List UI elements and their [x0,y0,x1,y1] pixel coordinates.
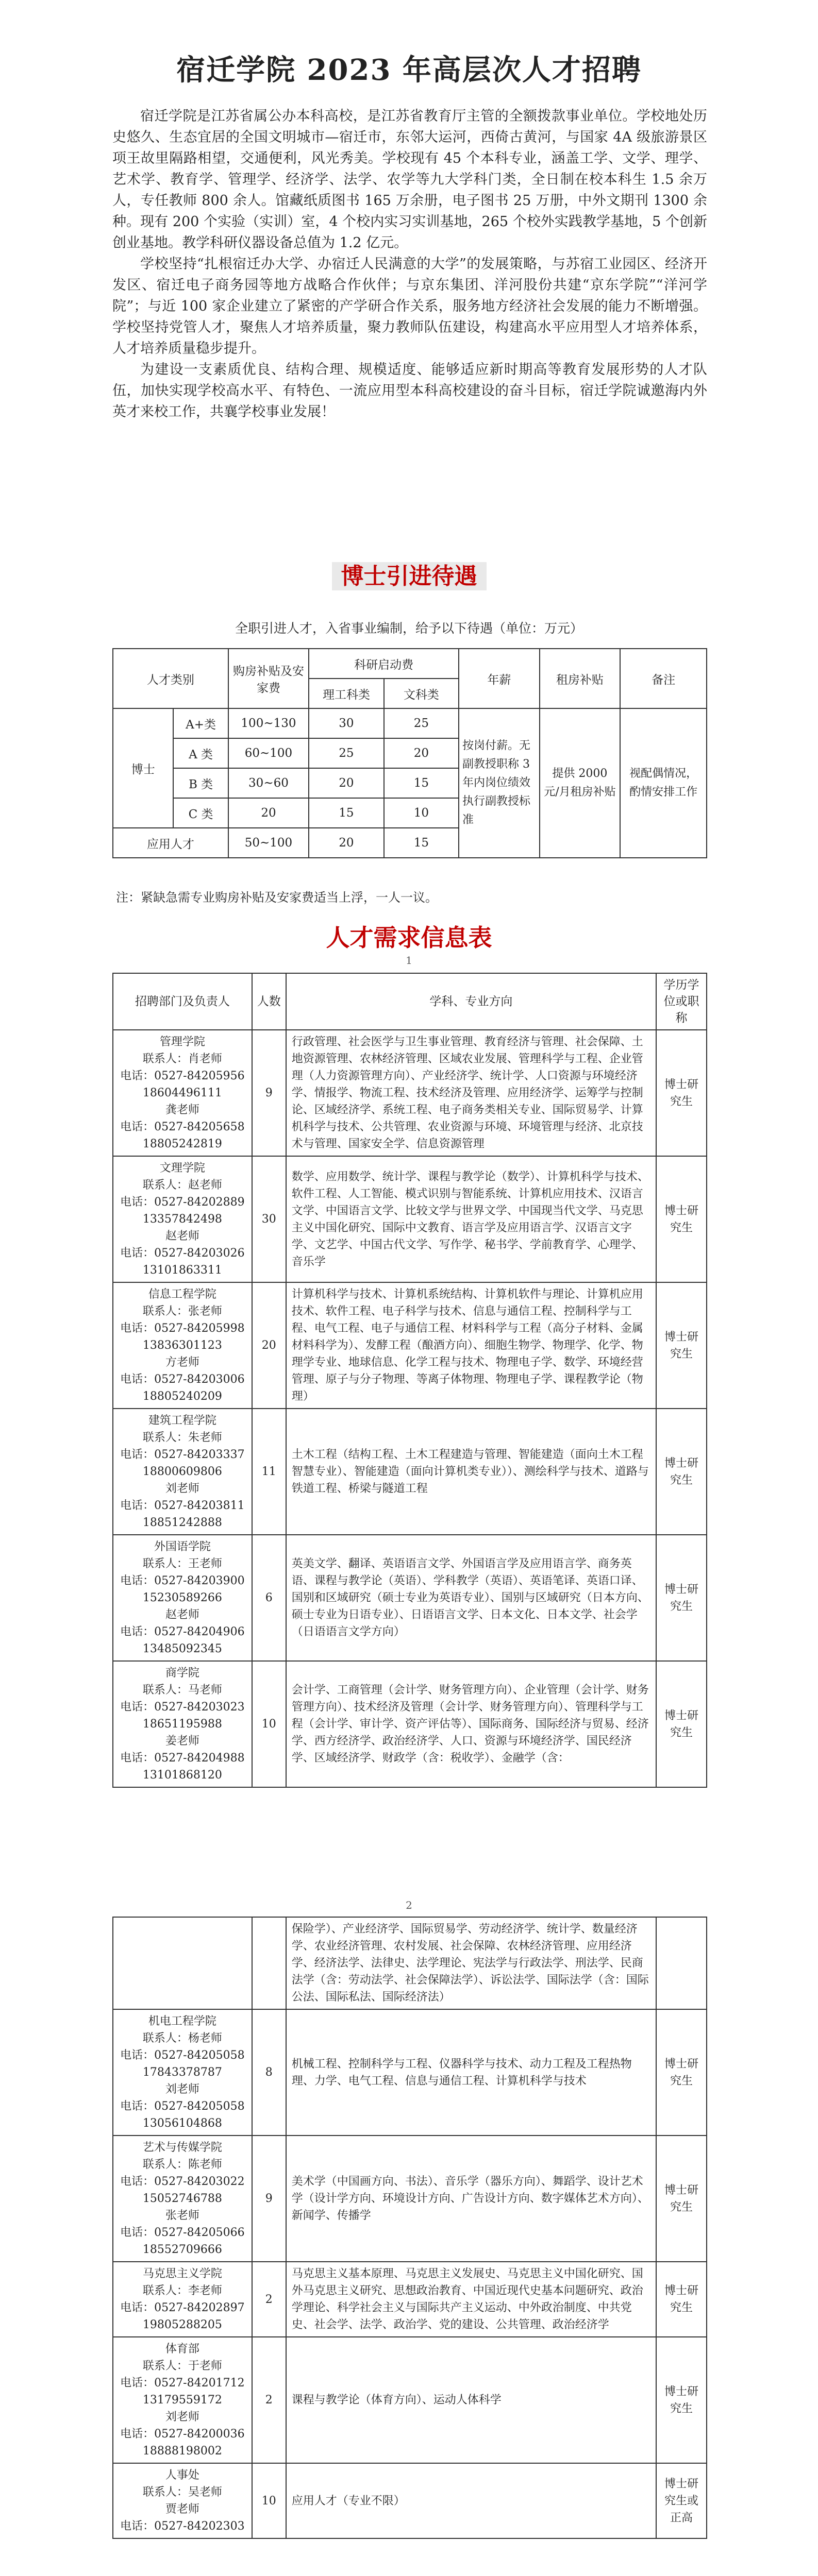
dept-line: 电话：0527-84205956 [120,1070,245,1082]
dept-line: 刘老师 [165,1482,199,1495]
dept-line: 电话：0527-84202303 [120,2520,245,2533]
dept-line: 贾老师 [165,2503,199,2516]
major-cell: 应用人才（专业不限） [286,2463,656,2538]
table-row [113,1282,707,1409]
dept-line: 电话：0527-84201712 [120,2377,245,2389]
th-major: 学科、专业方向 [286,973,656,1030]
grade-cell: A 类 [173,738,228,768]
th-degree: 学历学位或职称 [656,973,707,1030]
dept-line: 联系人：张老师 [142,1305,222,1318]
dept-line: 联系人：肖老师 [142,1053,222,1065]
degree-cell: 博士研究生 [656,1030,707,1156]
applied-label: 应用人才 [113,828,228,858]
dept-line: 15230589266 [142,1591,222,1604]
th-salary: 年薪 [459,649,540,708]
dept-line: 电话：0527-84205058 [120,2100,245,2113]
dept-line: 15052746788 [142,2192,222,2205]
science-cell: 15 [309,798,383,828]
count-cell: 9 [252,1030,286,1156]
dept-line: 联系人：杨老师 [142,2032,222,2045]
dept-cell [113,2009,252,2136]
major-cell: 数学、应用数学、统计学、课程与教学论（数学）、计算机科学与技术、软件工程、人工智能、模式识别与智能系统、计算机应用技术、汉语言文学、中国语言文学、比较文学与世界文学、中国现当代文学、马克思主义中国化研究、国际中文教育、语言学及应用语言学、汉语言文字学、文艺学、中国古代文学、写作学、秘书学、学前教育学、心理学、音乐学 [286,1156,656,1282]
count-cell: 6 [252,1535,286,1661]
benefit-heading: 博士引进待遇 [0,557,818,590]
dept-line: 人事处 [165,2469,199,2482]
dept-line: 体育部 [165,2343,199,2355]
table-row [113,1661,707,1787]
dept-line: 刘老师 [165,2083,199,2096]
dept-line: 13836301123 [142,1339,222,1352]
dept-line: 电话：0527-84203023 [120,1701,245,1714]
dept-line: 信息工程学院 [148,1288,216,1301]
dept-line: 电话：0527-84205998 [120,1322,245,1335]
dept-line: 19805288205 [142,2318,222,2331]
grade-cell: B 类 [173,768,228,798]
dept-line: 建筑工程学院 [148,1414,216,1427]
dept-line: 电话：0527-84205058 [120,2049,245,2062]
dept-line: 13101868120 [142,1769,222,1782]
dept-line: 赵老师 [165,1230,199,1243]
dept-line: 电话：0527-84203337 [120,1448,245,1461]
dept-line: 电话：0527-84203006 [120,1373,245,1386]
dept-cell [113,1282,252,1409]
dept-line: 马克思主义学院 [142,2267,222,2280]
dept-cell [113,1409,252,1535]
dept-line: 电话：0527-84205658 [120,1121,245,1133]
dept-line: 电话：0527-84202897 [120,2301,245,2314]
major-cell: 行政管理、社会医学与卫生事业管理、教育经济与管理、社会保障、土地资源管理、农林经济管理、区域农业发展、管理科学与工程、企业管理（人力资源管理方向）、产业经济学、统计学、人口资源与环境经济学、情报学、物流工程、技术经济及管理、应用经济学、运筹学与控制论、区域经济学、系统工程、电子商务类相关专业、国际贸易学、计算机科学与技术、公共管理、农业资源与环境、环境管理与经济、北京技术与管理、国家安全学、信息资源管理 [286,1030,656,1156]
dept-line: 13179559172 [142,2394,222,2406]
table-row [113,2337,707,2463]
table-row [113,1156,707,1282]
dept-line: 18800609806 [142,1465,222,1478]
dept-cell [113,2463,252,2538]
major-cell: 会计学、工商管理（会计学、财务管理方向）、企业管理（会计学、财务管理方向）、技术经济及管理（会计学、财务管理方向）、管理科学与工程（会计学、审计学、资产评估等）、国际商务、国际经济与贸易、经济学、西方经济学、政治经济学、人口、资源与环境经济学、国民经济学、区域经济学、财政学（含：税收学）、金融学（含： [286,1661,656,1787]
dept-line: 18888198002 [142,2445,222,2458]
page-title: 宿迁学院 2023 年高层次人才招聘 [176,53,642,87]
dept-line: 18604496111 [142,1087,222,1099]
degree-cell: 博士研究生 [656,1409,707,1535]
count-cell: 9 [252,2136,286,2262]
dept-line: 电话：0527-84202889 [120,1196,245,1209]
benefit-subtitle: 全职引进人才，入省事业编制，给予以下待遇（单位：万元） [235,621,583,636]
count-cell: 10 [252,2463,286,2538]
count-cell: 2 [252,2337,286,2463]
table-row [113,1409,707,1535]
table-row [113,1535,707,1661]
dept-line: 电话：0527-84204988 [120,1752,245,1765]
dept-line: 18851242888 [142,1516,222,1529]
intro-text [112,106,707,422]
arts-cell: 10 [384,798,459,828]
dept-line: 电话：0527-84203026 [120,1247,245,1260]
dept-line: 文理学院 [159,1162,205,1175]
arts-cell: 20 [384,738,459,768]
demand-table-page1 [112,973,707,1788]
dept-line: 18805242819 [142,1138,222,1150]
th-dept: 招聘部门及负责人 [113,973,252,1030]
dept-cell [113,1156,252,1282]
grade-cell: A+类 [173,708,228,738]
degree-cell: 博士研究生 [656,2262,707,2337]
science-cell: 25 [309,738,383,768]
housing-cell: 50~100 [228,828,309,858]
doctor-label: 博士 [113,708,173,828]
degree-cell: 博士研究生 [656,1156,707,1282]
count-cell [252,1917,286,2009]
count-cell: 8 [252,2009,286,2136]
degree-cell: 博士研究生 [656,1282,707,1409]
dept-line: 龚老师 [165,1104,199,1116]
th-category: 人才类别 [113,649,228,708]
dept-line: 18651195988 [142,1718,222,1731]
dept-cell [113,1661,252,1787]
housing-cell: 30~60 [228,768,309,798]
degree-cell: 博士研究生 [656,2337,707,2463]
table-row [113,1917,707,2009]
dept-line: 电话：0527-84203900 [120,1574,245,1587]
table-row [113,2463,707,2538]
dept-line: 18552709666 [142,2243,222,2256]
table-row [113,2009,707,2136]
dept-line: 机电工程学院 [148,2015,216,2028]
th-arts: 文科类 [384,679,459,708]
th-rent: 租房补贴 [540,649,621,708]
count-cell: 11 [252,1409,286,1535]
major-cell: 美术学（中国画方向、书法）、音乐学（器乐方向）、舞蹈学、设计艺术学（设计学方向、环境设计方向、广告设计方向、数字媒体艺术方向）、新闻学、传播学 [286,2136,656,2262]
major-cell: 土木工程（结构工程、土木工程建造与管理、智能建造（面向土木工程智慧专业）、智能建造（面向计算机类专业））、测绘科学与技术、道路与铁道工程、桥梁与隧道工程 [286,1409,656,1535]
dept-line: 联系人：陈老师 [142,2158,222,2171]
arts-cell: 15 [384,828,459,858]
major-cell: 英美文学、翻译、英语语言文学、外国语言学及应用语言学、商务英语、课程与教学论（英语）、学科教学（英语）、英语笔译、英语口译、国别和区域研究（硕士专业为英语专业）、国别与区域研究（日本方向、硕士专业为日语专业）、日语语言文学、日本文化、日本文学、社会学（日语语言文学方向） [286,1535,656,1661]
dept-line: 电话：0527-84203022 [120,2175,245,2188]
dept-line: 联系人：李老师 [142,2284,222,2297]
arts-cell: 25 [384,708,459,738]
dept-line: 13485092345 [142,1642,222,1655]
table-row [113,1030,707,1156]
table-row [113,2136,707,2262]
dept-line: 张老师 [165,2209,199,2222]
demand-heading: 人才需求信息表 [326,924,492,952]
science-cell: 20 [309,828,383,858]
count-cell: 2 [252,2262,286,2337]
th-note: 备注 [620,649,707,708]
dept-line: 艺术与传媒学院 [142,2141,222,2154]
dept-line: 电话：0527-84203811 [120,1499,245,1512]
th-count: 人数 [252,973,286,1030]
intro-paragraph: 为建设一支素质优良、结构合理、规模适度、能够适应新时期高等教育发展形势的人才队伍，加快实现学校高水平、有特色、一流应用型本科高校建设的奋斗目标，宿迁学院诚邀海内外英才来校工作，共襄学校事业发展！ [112,362,707,420]
dept-line: 电话：0527-84204906 [120,1625,245,1638]
dept-cell [113,2136,252,2262]
dept-line: 赵老师 [165,1608,199,1621]
th-science: 理工科类 [309,679,383,708]
dept-line: 刘老师 [165,2411,199,2424]
major-cell: 保险学）、产业经济学、国际贸易学、劳动经济学、统计学、数量经济学、农业经济管理、农村发展、社会保障、农林经济管理、应用经济学、经济法学、法律史、法学理论、宪法学与行政法学、刑法学、民商法学（含：劳动法学、社会保障法学）、诉讼法学、国际法学（含：国际公法、国际私法、国际经济法） [286,1917,656,2009]
housing-cell: 20 [228,798,309,828]
major-cell: 机械工程、控制科学与工程、仪器科学与技术、动力工程及工程热物理、力学、电气工程、信息与通信工程、计算机科学与技术 [286,2009,656,2136]
degree-cell: 博士研究生或正高 [656,2463,707,2538]
dept-line: 商学院 [165,1667,199,1680]
count-cell: 20 [252,1282,286,1409]
dept-line: 13357842498 [142,1213,222,1226]
dept-line: 联系人：赵老师 [142,1179,222,1192]
note-text: 视配偶情况，酌情安排工作 [620,708,707,858]
dept-cell [113,2337,252,2463]
grade-cell: C 类 [173,798,228,828]
degree-cell: 博士研究生 [656,2136,707,2262]
dept-line: 联系人：朱老师 [142,1431,222,1444]
salary-text: 按岗付薪。无副教授职称 3 年内岗位绩效执行副教授标准 [459,708,540,858]
dept-line: 联系人：王老师 [142,1557,222,1570]
benefit-footnote: 注：紧缺急需专业购房补贴及安家费适当上浮，一人一议。 [116,890,438,905]
dept-cell [113,1535,252,1661]
dept-line: 方老师 [165,1356,199,1369]
housing-cell: 60~100 [228,738,309,768]
dept-cell [113,1917,252,2009]
page-number: 2 [406,1899,412,1911]
dept-cell [113,2262,252,2337]
dept-line: 13101863311 [142,1264,222,1277]
degree-cell: 博士研究生 [656,2009,707,2136]
major-cell: 计算机科学与技术、计算机系统结构、计算机软件与理论、计算机应用技术、软件工程、电子科学与技术、信息与通信工程、控制科学与工程、电气工程、电子与通信工程、材料科学与工程（高分子材料、金属材料科学为）、发酵工程（酿酒方向）、细胞生物学、物理学、化学、物理学专业、地球信息、化学工程与技术、物理电子学、数学、环境经营管理、原子与分子物理、等离子体物理、物理电子学、课程教学论（物理） [286,1282,656,1409]
major-cell: 马克思主义基本原理、马克思主义发展史、马克思主义中国化研究、国外马克思主义研究、思想政治教育、中国近现代史基本问题研究、政治学理论、科学社会主义与国际共产主义运动、中外政治制度、中共党史、社会学、法学、政治学、党的建设、公共管理、政治经济学 [286,2262,656,2337]
dept-line: 电话：0527-84205066 [120,2226,245,2239]
demand-table-page2 [112,1917,707,2539]
housing-cell: 100~130 [228,708,309,738]
dept-line: 外国语学院 [154,1540,211,1553]
dept-line: 姜老师 [165,1735,199,1748]
dept-line: 联系人：于老师 [142,2360,222,2372]
major-cell: 课程与教学论（体育方向）、运动人体科学 [286,2337,656,2463]
arts-cell: 15 [384,768,459,798]
degree-cell: 博士研究生 [656,1661,707,1787]
dept-line: 13056104868 [142,2117,222,2130]
dept-line: 17843378787 [142,2066,222,2079]
rent-text: 提供 2000 元/月租房补贴 [540,708,621,858]
dept-line: 管理学院 [159,1036,205,1048]
benefit-table [112,648,707,858]
th-housing: 购房补贴及安家费 [228,649,309,708]
count-cell: 30 [252,1156,286,1282]
degree-cell [656,1917,707,2009]
science-cell: 30 [309,708,383,738]
intro-paragraph: 宿迁学院是江苏省属公办本科高校，是江苏省教育厅主管的全额拨款事业单位。学校地处历史悠久、生态宜居的全国文明城市—宿迁市，东邻大运河，西倚古黄河，与国家 4A 级旅游景区项王故里隔路相望，交通便利，风光秀美。学校现有 45 个本科专业，涵盖工学、文学、理学、艺术学、教育学、管理学、经济学、法学、农学等九大学科门类，全日制在校本科生 1.5 余万人，专任教师 800 余人。馆藏纸质图书 165 万余册，电子图书 25 万册，中外文期刊 1300 余种。现有 200 个实验（实训）室，4 个校内实习实训基地，265 个校外实践教学基地，5 个创新创业基地。教学科研仪器设备总值为 1.2 亿元。 [112,108,707,251]
science-cell: 20 [309,768,383,798]
intro-paragraph: 学校坚持“扎根宿迁办大学、办宿迁人民满意的大学”的发展策略，与苏宿工业园区、经济开发区、宿迁电子商务园等地方战略合作伙伴；与京东集团、洋河股份共建“京东学院”“洋河学院”；与近 100 家企业建立了紧密的产学研合作关系，服务地方经济社会发展的能力不断增强。学校坚持党管人才，聚焦人才培养质量，聚力教师队伍建设，构建高水平应用型人才培养体系，人才培养质量稳步提升。 [112,256,707,357]
dept-line: 联系人：马老师 [142,1684,222,1697]
count-cell: 10 [252,1661,286,1787]
th-research: 科研启动费 [309,649,459,679]
dept-line: 联系人：吴老师 [142,2486,222,2499]
page-number: 1 [406,954,412,967]
dept-cell [113,1030,252,1156]
dept-line: 电话：0527-84200036 [120,2428,245,2441]
table-row [113,2262,707,2337]
degree-cell: 博士研究生 [656,1535,707,1661]
dept-line: 18805240209 [142,1390,222,1403]
